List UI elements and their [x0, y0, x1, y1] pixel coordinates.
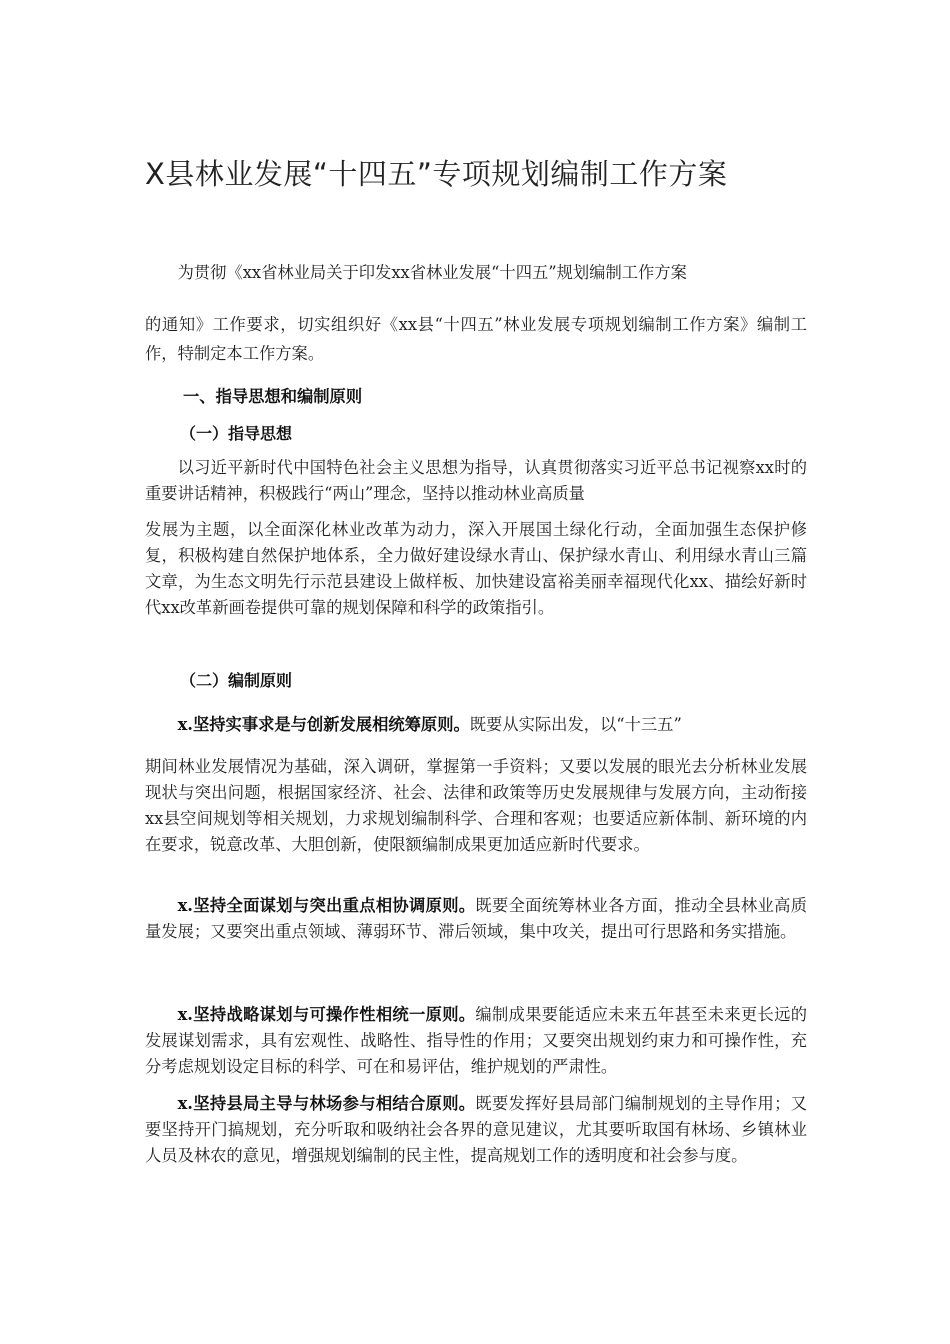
principle-lead-3: x.坚持战略谋划与可操作性相统一原则。: [177, 1005, 476, 1024]
principle-lead-2: x.坚持全面谋划与突出重点相协调原则。: [177, 896, 476, 915]
document-title: X县林业发展“十四五”专项规划编制工作方案: [145, 157, 728, 191]
intro-line-rest: 的通知》工作要求，切实组织好《xx县“十四五”林业发展专项规划编制工作方案》编制工作，特制定本工作方案。: [145, 314, 807, 363]
principle-text-1-rest: 期间林业发展情况为基础，深入调研，掌握第一手资料；又要以发展的眼光去分析林业发展现状与突出问题，根据国家经济、社会、法律和政策等历史发展规律与发展方向，主动衔接xx县空间规划等相关规划，力求规划编制科学、合理和客观；也要适应新体制、新环境的内在要求，锐意改革、大胆创新，使限额编制成果更加适应新时代要求。: [145, 757, 807, 854]
intro-paragraph: [145, 258, 807, 369]
guide-paragraph: [145, 455, 807, 621]
subsection-heading-principles: （二）编制原则: [180, 671, 293, 690]
principle-paragraph-3: [145, 1002, 807, 1080]
guide-text-part1: 以习近平新时代中国特色社会主义思想为指导，认真贯彻落实习近平总书记视察xx时的重要讲话精神，积极践行“两山”理念，坚持以推动林业高质量: [145, 458, 807, 503]
principle-paragraph-2: [145, 893, 807, 945]
guide-text-part2: 发展为主题，以全面深化林业改革为动力，深入开展国土绿化行动，全面加强生态保护修复，积极构建自然保护地体系，全力做好建设绿水青山、保护绿水青山、利用绿水青山三篇文章，为生态文明先行示范县建设上做样板、加快建设富裕美丽幸福现代化xx、描绘好新时代xx改革新画卷提供可靠的规划保障和科学的政策指引。: [145, 520, 807, 617]
section-heading-1: 一、指导思想和编制原则: [183, 387, 363, 406]
principle-text-1-first: 既要从实际出发，以“十三五”: [469, 715, 682, 734]
subsection-heading-guide: （一）指导思想: [180, 424, 293, 443]
principle-text-3: 编制成果要能适应未来五年甚至未来更长远的发展谋划需求，具有宏观性、战略性、指导性的作用；又要突出规划约束力和可操作性，充分考虑规划设定目标的科学、可在和易评估，维护规划的严肃性。: [145, 1005, 807, 1076]
principle-paragraph-4: [145, 1091, 807, 1169]
principle-lead-4: x.坚持县局主导与林场参与相结合原则。: [177, 1094, 476, 1113]
principle-text-2: 既要全面统筹林业各方面，推动全县林业高质量发展；又要突出重点领域、薄弱环节、滞后领域，集中攻关，提出可行思路和务实措施。: [145, 896, 807, 941]
principle-paragraph-1: [145, 712, 807, 858]
principle-lead-1: x.坚持实事求是与创新发展相统筹原则。: [177, 715, 470, 734]
intro-line-1: 为贯彻《xx省林业局关于印发xx省林业发展“十四五”规划编制工作方案: [177, 263, 687, 282]
principle-text-4: 既要发挥好县局部门编制规划的主导作用；又要坚持开门搞规划，充分听取和吸纳社会各界的意见建议，尤其要听取国有林场、乡镇林业人员及林农的意见，增强规划编制的民主性，提高规划工作的透明度和社会参与度。: [145, 1094, 807, 1165]
